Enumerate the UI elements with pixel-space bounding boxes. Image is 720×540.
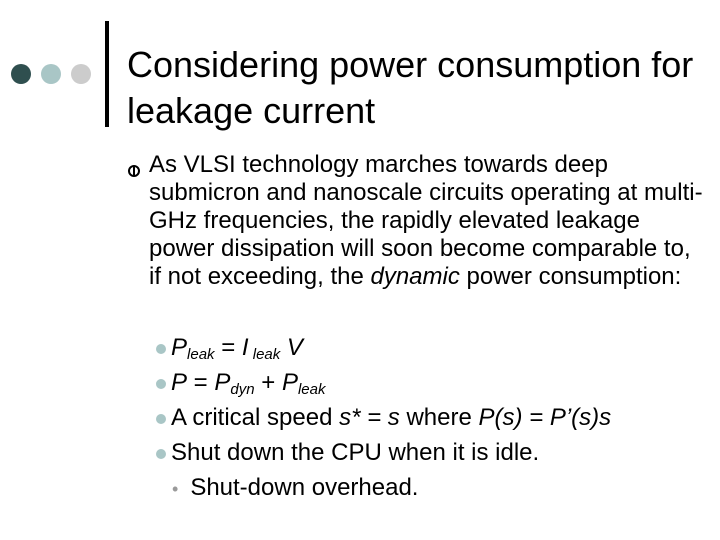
item-text: Shut-down overhead. (190, 474, 419, 501)
slide-title: Considering power consumption for leakage current (127, 44, 694, 131)
formula-subscript: leak (248, 346, 281, 363)
dot-bullet-icon (156, 379, 166, 389)
item-text: A critical speed (171, 404, 340, 431)
paragraph-text: As VLSI technology marches towards deep submicron and nanoscale circuits operating at multi-GHz frequencies, the rapidly elevated leakage power dissipation will soon become comparable to, if not exceeding, the (149, 151, 703, 290)
paragraph-text-end: power consumption: (459, 263, 682, 290)
small-bullet-icon: • (172, 479, 179, 499)
decor-dot-dark (11, 64, 31, 84)
formula-operator: + (254, 369, 282, 396)
formula-subscript: leak (297, 381, 326, 398)
title-divider (105, 21, 109, 127)
decor-dot-mid (41, 64, 61, 84)
formula-symbol: V (280, 334, 303, 361)
formula-symbol: I (241, 334, 249, 361)
formula-operator: = (187, 369, 215, 396)
formula-subscript: dyn (230, 381, 255, 398)
item-text: where (399, 404, 479, 431)
formula-subscript: leak (187, 346, 215, 363)
dot-bullet-icon (156, 449, 166, 459)
formula-symbol: P (171, 334, 188, 361)
main-paragraph (149, 151, 709, 291)
bullet-icon (128, 165, 140, 177)
formula-symbol: P (281, 369, 298, 396)
formula-expression: P(s) = P’(s)s (478, 404, 612, 431)
dot-bullet-icon (156, 414, 166, 424)
formula-operator: = (214, 334, 242, 361)
formula-symbol: P (214, 369, 231, 396)
formula-expression: s* = s (339, 404, 400, 431)
decor-dot-light (71, 64, 91, 84)
list-item-overhead (172, 474, 418, 503)
dot-bullet-icon (156, 344, 166, 354)
formula-symbol: P (171, 369, 188, 396)
paragraph-italic: dynamic (370, 263, 460, 290)
item-text: Shut down the CPU when it is idle. (171, 439, 540, 466)
